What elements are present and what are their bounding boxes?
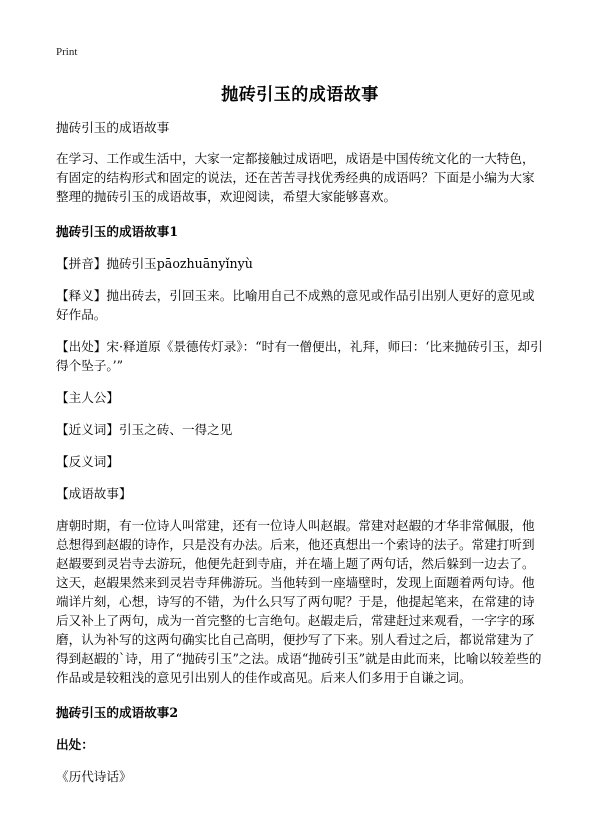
meaning-paragraph: 【释义】抛出砖去，引回玉来。比喻用自己不成熟的意见或作品引出别人更好的意见或好作品。 [56, 288, 535, 322]
section-1-heading: 抛砖引玉的成语故事1 [56, 224, 179, 239]
pinyin-line: 【拼音】抛砖引玉pāozhuānyǐnyù [56, 256, 253, 271]
section-2-heading: 抛砖引玉的成语故事2 [56, 705, 179, 720]
article-subtitle: 抛砖引玉的成语故事 [56, 120, 170, 135]
print-link[interactable]: Print [56, 46, 78, 58]
source-paragraph: 【出处】宋·释道原《景德传灯录》：“时有一僧便出，礼拜，师曰：‘比来抛砖引玉，却引得个坠子。’” [56, 339, 543, 373]
section-2-source-label: 出处： [56, 737, 94, 752]
protagonist-line: 【主人公】 [56, 390, 119, 405]
section-2-source-value: 《历代诗话》 [56, 769, 132, 784]
antonyms-line: 【反义词】 [56, 454, 119, 469]
story-label: 【成语故事】 [56, 486, 132, 501]
intro-paragraph: 在学习、工作或生活中，大家一定都接触过成语吧，成语是中国传统文化的一大特色，有固定的结构形式和固定的说法，还在苦苦寻找优秀经典的成语吗？下面是小编为大家整理的抛砖引玉的成语故事，欢迎阅读，希望大家能够喜欢。 [56, 151, 535, 204]
page-title: 抛砖引玉的成语故事 [221, 85, 379, 105]
story-paragraph: 唐朝时期，有一位诗人叫常建，还有一位诗人叫赵嘏。常建对赵嘏的才华非常佩服，他总想得到赵嘏的诗作，只是没有办法。后来，他还真想出一个索诗的法子。常建打听到赵嘏要到灵岩寺去游玩，他便先赶到寺庙，并在墙上题了两句话，然后躲到一边去了。这天，赵嘏果然来到灵岩寺拜佛游玩。当他转到一座墙壁时，发现上面题着两句诗。他端详片刻，心想，诗写的不错，为什么只写了两句呢？于是，他提起笔来，在常建的诗后又补上了两句，成为一首完整的七言绝句。赵嘏走后，常建赶过来观看，一字字的琢磨，认为补写的这两句确实比自己高明，便抄写了下来。别人看过之后，都说常建为了得到赵嘏的`诗，用了“抛砖引玉”之法。成语“抛砖引玉”就是由此而来，比喻以较差些的作品或是较粗浅的意见引出别人的佳作或高见。后来人们多用于自谦之词。 [56, 518, 542, 685]
article-body [56, 118, 546, 799]
synonyms-line: 【近义词】引玉之砖、一得之见 [56, 422, 233, 437]
